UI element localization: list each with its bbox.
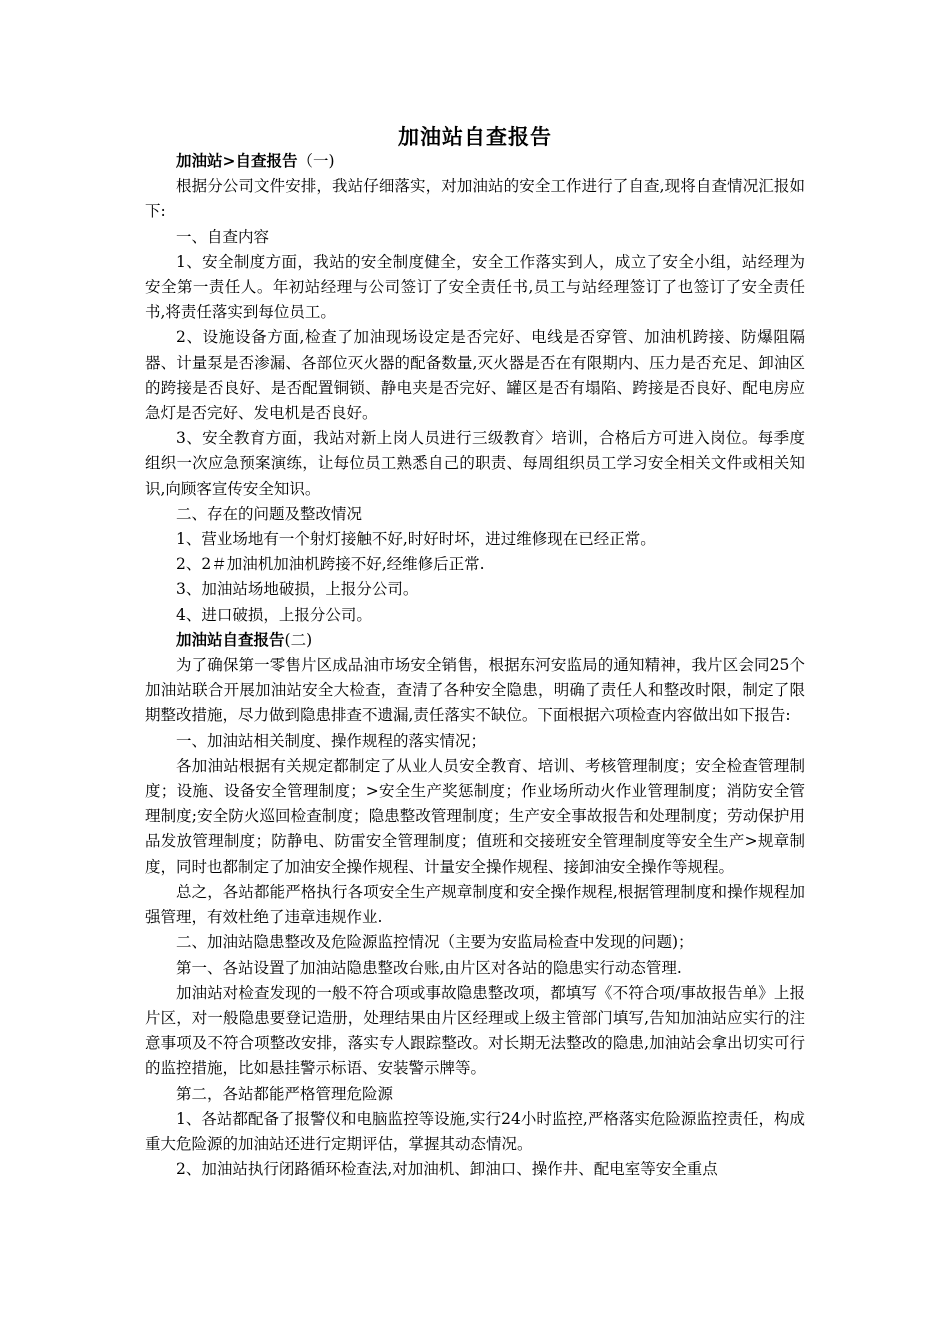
paragraph-text: 加油站对检查发现的一般不符合项或事故隐患整改项，都填写《不符合项/事故报告单》上报片区，对一般隐患要登记造册，处理结果由片区经理或上级主管部门填写,告知加油站应实行的注意事项及不符合项整改安排，落实专人跟踪整改。对长期无法整改的隐患,加油站会拿出切实可行的监控措施，比如悬挂警示标语、安装警示牌等。 [145,983,805,1078]
paragraph [145,729,805,754]
paragraph [145,552,805,577]
paragraph-text: 二、加油站隐患整改及危险源监控情况（主要为安监局检查中发现的问题)； [176,933,694,952]
paragraph-text: 第二，各站都能严格管理危险源 [176,1084,394,1103]
paragraph [145,250,805,326]
paragraph [145,880,805,930]
paragraph-text: 1、安全制度方面，我站的安全制度健全，安全工作落实到人，成立了安全小组，站经理为安全第一责任人。年初站经理与公司签订了安全责任书,员工与站经理签订了也签订了安全责任书,将责任落实到每位员工。 [145,252,805,322]
paragraph-text: 二、存在的问题及整改情况 [176,504,363,523]
paragraph-text: 一、加油站相关制度、操作规程的落实情况； [176,731,487,750]
paragraph [145,653,805,729]
section-heading-title: 加油站>自查报告 [176,152,298,170]
paragraph-text: 4、进口破损，上报分公司。 [176,605,372,624]
paragraph [145,603,805,628]
paragraph-text: 2、2＃加油机加油机跨接不好,经维修后正常. [176,555,485,574]
section-heading-title: 加油站自查报告 [176,630,285,649]
paragraph-text: 3、安全教育方面，我站对新上岗人员进行三级教育〉培训，合格后方可进入岗位。每季度组织一次应急预案演练，让每位员工熟悉自己的职责、每周组织员工学习安全相关文件或相关知识,向顾客宣传安全知识。 [145,429,805,498]
paragraph-text: 第一、各站设置了加油站隐患整改台账,由片区对各站的隐患实行动态管理. [176,958,682,977]
paragraph [145,930,805,955]
paragraph [145,426,805,502]
paragraph [145,1082,805,1107]
paragraph-text: 3、加油站场地破损，上报分公司。 [176,580,419,599]
paragraph-text: 各加油站根据有关规定都制定了从业人员安全教育、培训、考核管理制度；安全检查管理制度；设施、设备安全管理制度；>安全生产奖惩制度；作业场所动火作业管理制度；消防安全管理制度;安全防火巡回检查制度；隐患整改管理制度；生产安全事故报告和处理制度；劳动保护用品发放管理制度；防静电、防雷安全管理制度；值班和交接班安全管理制度等安全生产>规章制度，同时也都制定了加油安全操作规程、计量安全操作规程、接卸油安全操作等规程。 [145,756,805,876]
paragraph [145,527,805,552]
paragraph [145,956,805,981]
paragraph [145,754,805,880]
paragraph [145,577,805,602]
paragraph [145,1157,805,1182]
paragraph-text: 1、各站都配备了报警仪和电脑监控等设施,实行24小时监控,严格落实危险源监控责任，构成重大危险源的加油站还进行定期评估，掌握其动态情况。 [145,1109,805,1153]
document-body [145,149,805,1182]
paragraph [145,502,805,527]
paragraph-text: 根据分公司文件安排，我站仔细落实，对加油站的安全工作进行了自查,现将自查情况汇报如下: [145,177,805,221]
paragraph [145,174,805,224]
section-heading [145,149,805,174]
paragraph-text: 2、设施设备方面,检查了加油现场设定是否完好、电线是否穿管、加油机跨接、防爆阻隔器、计量泵是否渗漏、各部位灭火器的配备数量,灭火器是否在有限期内、压力是否充足、卸油区的跨接是否良好、是否配置铜锁、静电夹是否完好、罐区是否有塌陷、跨接是否良好、配电房应急灯是否完好、发电机是否良好。 [145,328,805,423]
paragraph [145,325,805,426]
paragraph-text: 为了确保第一零售片区成品油市场安全销售，根据东河安监局的通知精神，我片区会同25个加油站联合开展加油站安全大检查，查清了各种安全隐患，明确了责任人和整改时限，制定了限期整改措施，尽力做到隐患排查不遗漏,责任落实不缺位。下面根据六项检查内容做出如下报告: [145,656,805,725]
paragraph-text: 一、自查内容 [176,227,270,246]
paragraph [145,981,805,1082]
paragraph-text: (二) [284,630,313,649]
paragraph [145,1107,805,1157]
paragraph-text: 2、加油站执行闭路循环检查法,对加油机、卸油口、操作井、配电室等安全重点 [176,1160,718,1179]
paragraph-text: 1、营业场地有一个射灯接触不好,时好时坏，进过维修现在已经正常。 [176,530,656,549]
document-title: 加油站自查报告 [398,125,552,149]
paragraph [145,225,805,250]
paragraph-text: 总之，各站都能严格执行各项安全生产规章制度和安全操作规程,根据管理制度和操作规程加强管理，有效杜绝了违章违规作业. [145,882,805,927]
paragraph-text: （一) [297,152,335,170]
section-heading [145,628,805,653]
